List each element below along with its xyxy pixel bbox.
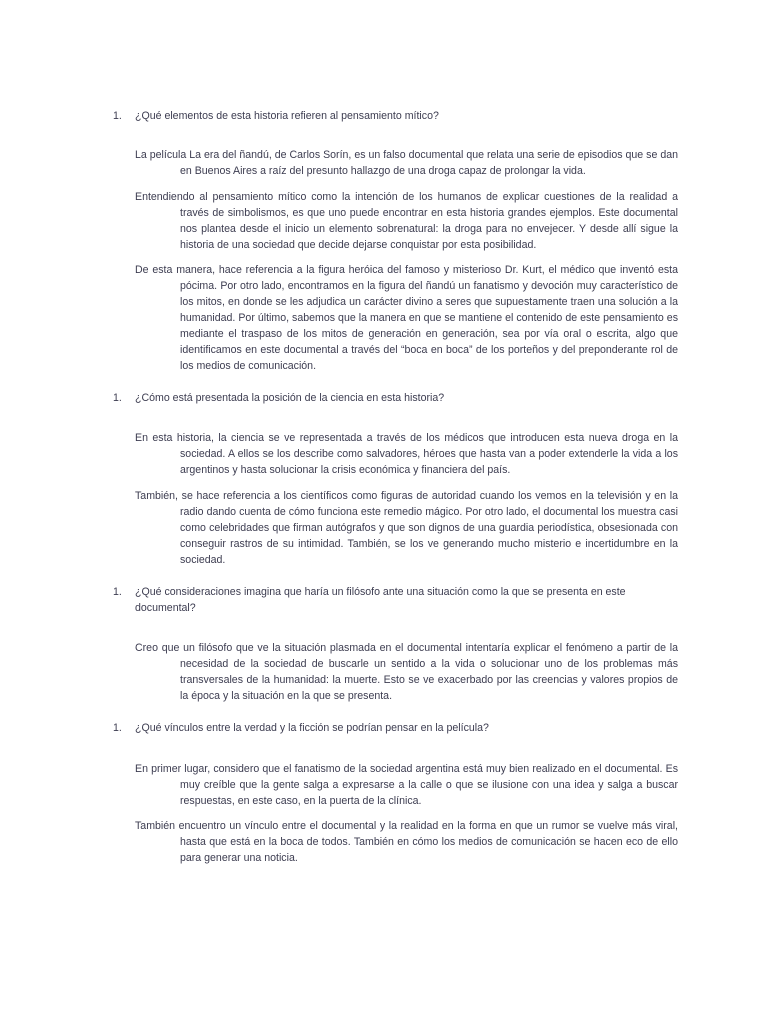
question-text: ¿Qué elementos de esta historia refieren al pensamiento mítico? [135,110,439,122]
question-number: 1. [113,722,122,734]
question-number: 1. [113,392,122,404]
question-number: 1. [113,110,122,122]
answer-paragraph: En primer lugar, considero que el fanatismo de la sociedad argentina está muy bien realizado en el documental. Es muy creíble que la gente salga a expresarse a la calle o que se ilusione con una idea y salga a buscar respuestas, en este caso, en la puerta de la clínica. [135,763,678,807]
question-text: ¿Cómo está presentada la posición de la ciencia en esta historia? [135,392,445,404]
question-text: ¿Qué consideraciones imagina que haría un filósofo ante una situación como la que se presenta en este documental? [135,586,626,614]
answer-paragraph: También, se hace referencia a los científicos como figuras de autoridad cuando los vemos en la televisión y en la radio dando cuenta de cómo funciona este remedio mágico. Por otro lado, el documental los muestra casi como celebridades que firman autógrafos y que son dignos de una guardia periodística, obsesionada con conseguir rastros de su intimidad. También, se los ve generando mucho misterio e incertidumbre en la sociedad. [135,490,678,566]
answer-paragraph: La película La era del ñandú, de Carlos Sorín, es un falso documental que relata una serie de episodios que se dan en Buenos Aires a raíz del presunto hallazgo de una droga capaz de prolongar la vida. [135,149,678,177]
question-number: 1. [113,586,122,598]
answer-paragraph: De esta manera, hace referencia a la figura heróica del famoso y misterioso Dr. Kurt, el médico que inventó esta pócima. Por otro lado, encontramos en la figura del ñandú un fanatismo y devoción muy característico de los mitos, en donde se les adjudica un carácter divino a seres que supuestamente traen una solución a la humanidad. Por último, sabemos que la manera en que se mantiene el contenido de este pensamiento es mediante el traspaso de los mitos de generación en generación, sea por vía oral o escrita, algo que identificamos en este documental a través del “boca en boca” de los porteños y del preponderante rol de los medios de comunicación. [135,264,678,372]
answer-paragraph: También encuentro un vínculo entre el documental y la realidad en la forma en que un rumor se vuelve más viral, hasta que está en la boca de todos. También en cómo los medios de comunicación se hacen eco de ello para generar una noticia. [135,820,678,864]
question-text: ¿Qué vínculos entre la verdad y la ficción se podrían pensar en la película? [135,722,489,734]
answer-paragraph: Entendiendo al pensamiento mítico como la intención de los humanos de explicar cuestiones de la realidad a través de simbolismos, es que uno puede encontrar en esta historia grandes ejemplos. Este documental nos plantea desde el inicio un elemento sobrenatural: la droga para no envejecer. Y desde allí sigue la historia de una sociedad que decide dejarse conquistar por esta posibilidad. [135,191,678,251]
answer-paragraph: En esta historia, la ciencia se ve representada a través de los médicos que introducen esta nueva droga en la sociedad. A ellos se los describe como salvadores, héroes que hasta van a poder extenderle la vida a los argentinos y hasta solucionar la crisis económica y financiera del país. [135,432,678,476]
answer-paragraph: Creo que un filósofo que ve la situación plasmada en el documental intentaría explicar el fenómeno a partir de la necesidad de la sociedad de buscarle un sentido a la vida o solucionar uno de los problemas más transversales de la humanidad: la muerte. Esto se ve exacerbado por las creencias y valores propios de la época y la situación en la que se presenta. [135,642,678,702]
